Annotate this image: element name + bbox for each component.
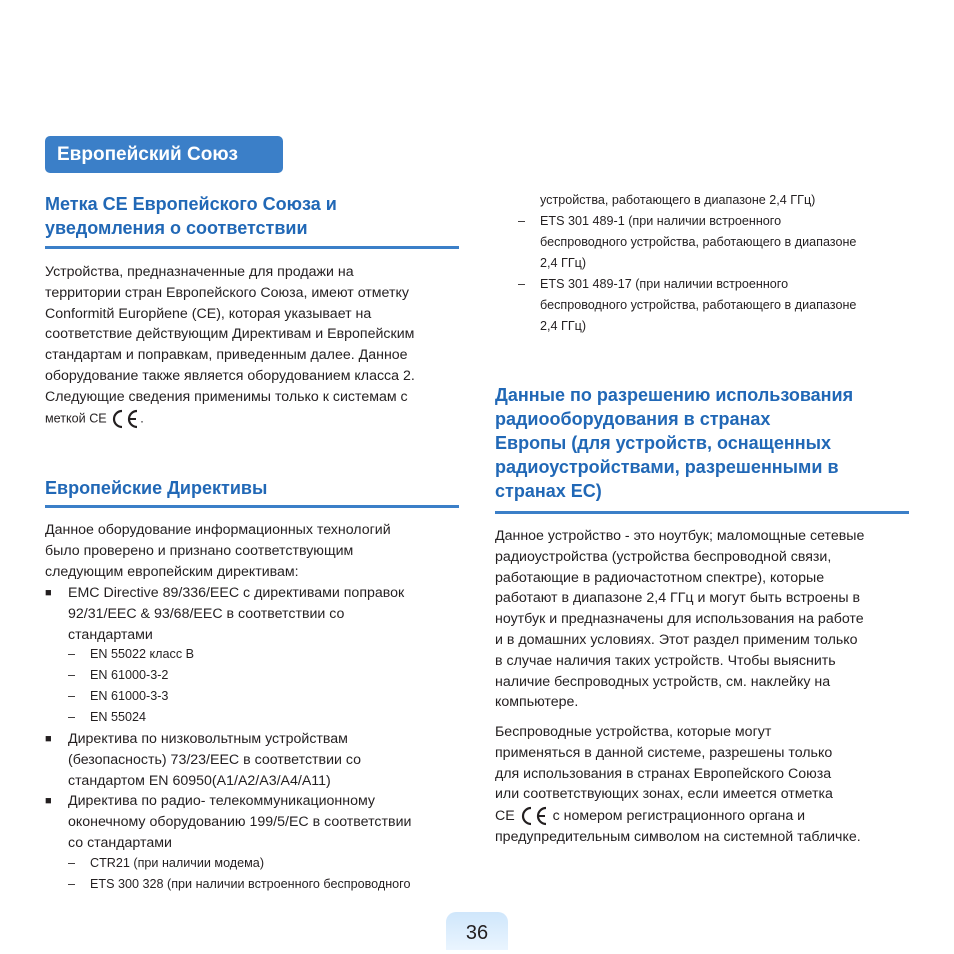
text-line: или соответствующих зонах, если имеется отметка [495, 786, 833, 803]
heading-directives: Европейские Директивы [45, 478, 268, 498]
text-line: работают в диапазоне 2,4 ГГц и могут быть встроены в [495, 590, 860, 607]
dash-text: CTR21 (при наличии модема) [90, 856, 265, 870]
dash-text: EN 61000-3-3 [90, 689, 169, 703]
text-line: Директива по низковольтным устройствам [68, 731, 348, 747]
text-line: и в домашних условиях. Этот раздел применим только [495, 631, 858, 648]
dash-text: EN 55022 класс B [90, 647, 195, 661]
section-badge: Европейский Союз [45, 136, 283, 173]
heading-line: Европы (для устройств, оснащенных [495, 433, 831, 453]
heading-line: Данные по разрешению использования [495, 385, 854, 405]
dash-icon: – [68, 856, 76, 870]
text-line: для использования в странах Европейского Союза [495, 765, 832, 782]
text-line: работающие в радиочастотном спектре), которые [495, 569, 825, 586]
heading-ce-mark [45, 192, 337, 240]
text-line: с номером регистрационного органа и [552, 807, 806, 824]
text-line: (безопасность) 73/23/EEC в соответствии со [68, 752, 362, 768]
heading-rule [45, 505, 459, 508]
text-line: ноутбук и предназначены для использования на работе [495, 611, 864, 628]
text-line: наличие беспроводных устройств, см. наклейку на [495, 673, 831, 690]
text-line: территории стран Европейского Союза, имеют отметку [45, 284, 409, 301]
text-line: предупредительным символом на системной табличке. [495, 829, 861, 846]
text-line: компьютере. [495, 694, 579, 711]
text-line: оконечному оборудованию 199/5/EC в соответствии [68, 814, 412, 830]
text-line: стандартам и поправкам, приведенным далее. Данное [45, 347, 408, 364]
paragraph-ce: Устройства, предназначенные для продажи на территории стран Европейского Союза, имеют отметку Conformitй Europйene (CE), которая указывает на соответствие действующим Директивам и Европейским стандартам и поправкам, приведенным далее. Данное оборудование также является оборудованием класса 2. Следующие сведения применимы только к системам с меткой CE . [45, 262, 415, 430]
text-line: Беспроводные устройства, которые могут [495, 724, 772, 740]
heading-line: странах ЕС) [495, 481, 602, 501]
text-line: оборудование также является оборудованием класса 2. [45, 367, 415, 384]
bullet-icon: ■ [45, 795, 52, 807]
text-line: Conformitй Europйene (CE), которая указывает на [45, 305, 372, 322]
text-line: в случае наличия таких устройств. Чтобы выяснить [495, 652, 836, 669]
text-line: ETS 301 489-17 (при наличии встроенного [540, 277, 789, 291]
text-line: беспроводного устройства, работающего в диапазоне [540, 298, 857, 312]
heading-rule [45, 246, 459, 249]
paragraph-wireless-eu [495, 722, 861, 848]
dash-text: устройства, работающего в диапазоне 2,4 ГГц) [540, 193, 816, 207]
text-line: стандартом EN 60950(A1/A2/A3/A4/A11) [68, 773, 331, 789]
heading-rule [495, 511, 909, 514]
dash-text: EN 61000-3-2 [90, 668, 169, 682]
text-line: ETS 301 489-1 (при наличии встроенного [540, 214, 782, 228]
text-line: радиоустройства (устройства беспроводной связи, [495, 548, 832, 565]
text-line: Устройства, предназначенные для продажи на [45, 264, 354, 280]
dash-icon: – [518, 277, 526, 291]
heading-radio-permits [495, 383, 853, 503]
dash-icon: – [68, 647, 76, 661]
bullet-icon: ■ [45, 587, 52, 599]
text-line: Следующие сведения применимы только к системам с [45, 388, 408, 405]
dash-icon: – [68, 668, 76, 682]
page-number: 36 [446, 912, 508, 950]
text-line: соответствие действующим Директивам и Европейским [45, 326, 415, 343]
heading-line: уведомления о соответствии [45, 218, 308, 238]
text-line: Данное оборудование информационных технологий [45, 522, 391, 538]
text-line: 2,4 ГГц) [540, 256, 587, 270]
dash-icon: – [68, 710, 76, 724]
text-line: было проверено и признано соответствующим [45, 542, 354, 559]
text-line: со стандартами [68, 835, 172, 851]
dash-text: EN 55024 [90, 710, 147, 724]
text-line: стандартами [68, 627, 153, 643]
text-line: меткой CE [45, 410, 107, 425]
text-line: беспроводного устройства, работающего в диапазоне [540, 235, 857, 249]
paragraph-radio-devices [495, 526, 864, 713]
dash-icon: – [68, 877, 76, 891]
ce-mark-icon [519, 805, 549, 827]
bullet-icon: ■ [45, 733, 52, 745]
text-line: CE [495, 807, 515, 824]
heading-line: Метка CE Европейского Союза и [45, 194, 337, 214]
text-line: применяться в данной системе, разрешены только [495, 744, 833, 761]
text-line: 2,4 ГГц) [540, 319, 587, 333]
dash-text: ETS 300 328 (при наличии встроенного беспроводного [90, 877, 411, 891]
text-line: следующим европейским директивам: [45, 563, 299, 580]
ce-mark-icon [110, 408, 140, 430]
text-line: Директива по радио- телекоммуникационному [68, 793, 375, 809]
text-line: 92/31/EEC & 93/68/EEC в соответствии со [68, 606, 345, 622]
text-line: Данное устройство - это ноутбук; маломощные сетевые [495, 528, 865, 544]
paragraph-directives [45, 520, 391, 582]
heading-line: радиооборудования в странах [495, 409, 771, 429]
dash-icon: – [518, 214, 526, 228]
text-line: EMC Directive 89/336/EEC с директивами поправок [68, 585, 405, 601]
heading-line: радиоустройствами, разрешенными в [495, 457, 839, 477]
dash-icon: – [68, 689, 76, 703]
